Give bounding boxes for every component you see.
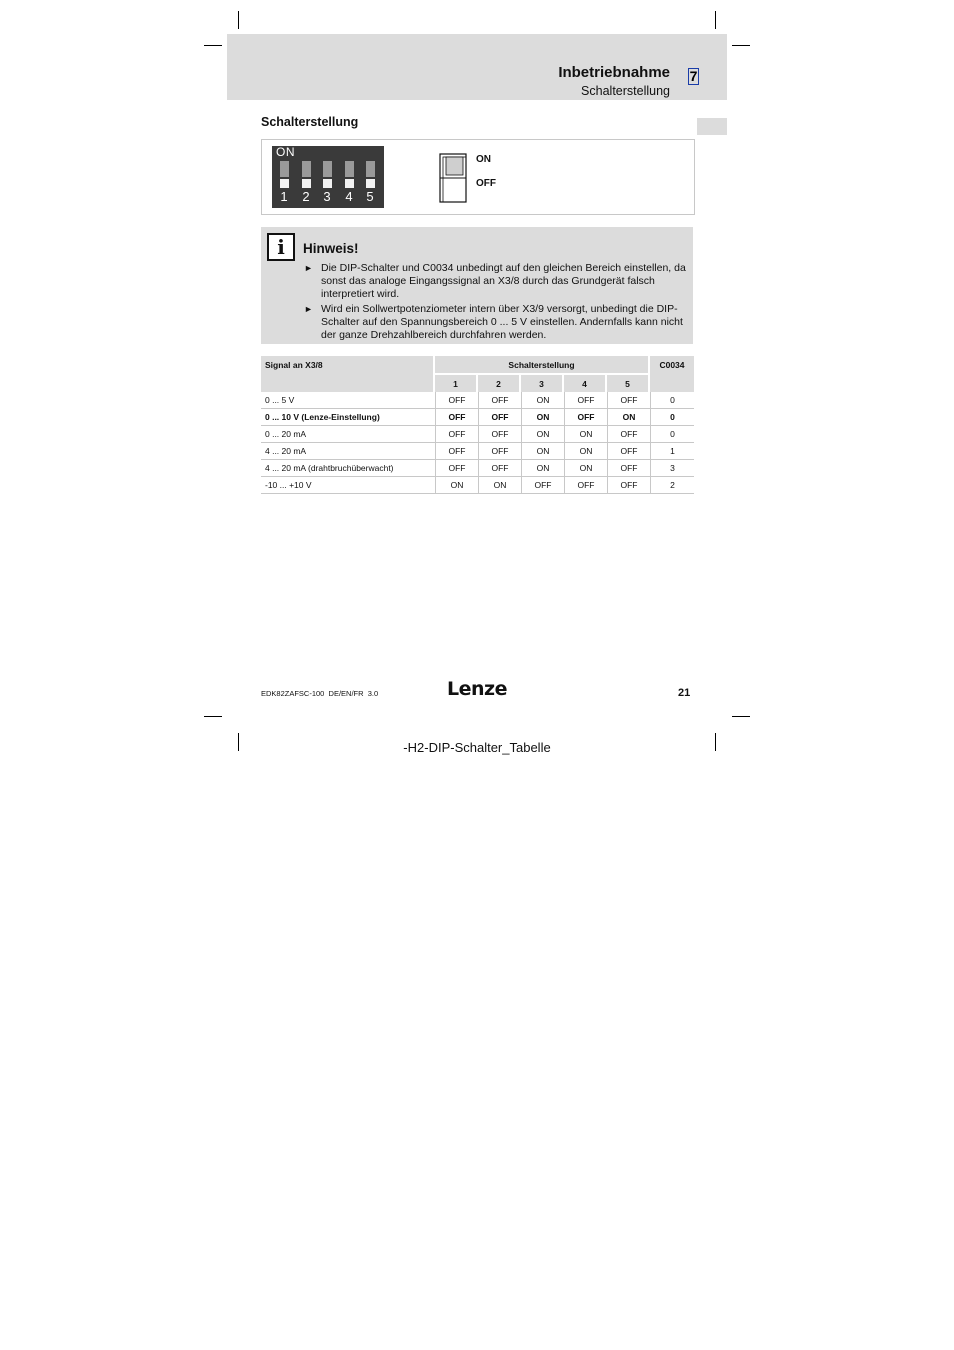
dip-number: 3 [323,189,331,204]
table-row [261,443,694,460]
signal-cell: 0 ... 5 V [261,392,435,409]
page-number: 21 [678,687,691,699]
dip-number: 4 [345,189,353,204]
switch-legend-icon [436,152,470,206]
section-title: Schalterstellung [261,115,359,129]
switch-state-cell: OFF [435,443,478,460]
signal-cell: 4 ... 20 mA [261,443,435,460]
dip-switch-2 [302,161,311,188]
crop-mark [204,716,222,717]
col-header-switch: Schalterstellung [435,356,650,375]
switch-state-cell: OFF [478,426,521,443]
footer-doc-id: EDK82ZAFSC-100 DE/EN/FR 3.0 [261,689,379,698]
switch-state-cell: ON [607,409,650,426]
switch-state-cell: OFF [478,443,521,460]
col-header-code: C0034 [650,356,694,392]
switch-state-cell: OFF [607,460,650,477]
code-cell: 2 [650,477,694,494]
table-row [261,426,694,443]
table-row [261,460,694,477]
switch-state-cell: OFF [564,392,607,409]
note-title: Hinweis! [303,241,359,256]
code-cell: 0 [650,426,694,443]
signal-cell: 4 ... 20 mA (drahtbruchüberwacht) [261,460,435,477]
table-row [261,409,694,426]
dip-switch-3 [323,161,332,188]
table-row [261,477,694,494]
col-header-switch-number: 1 [435,375,478,392]
switch-state-cell: OFF [435,460,478,477]
crop-mark [204,45,222,46]
chapter-subtitle: Schalterstellung [581,84,670,98]
info-icon: i [267,233,295,261]
bullet-arrow-icon: ► [304,263,313,273]
chapter-title: Inbetriebnahme [558,64,670,81]
bullet-arrow-icon: ► [304,304,313,314]
switch-state-cell: OFF [607,392,650,409]
switch-state-cell: ON [435,477,478,494]
code-cell: 3 [650,460,694,477]
switch-state-cell: ON [521,392,564,409]
code-cell: 1 [650,443,694,460]
signal-cell: 0 ... 10 V (Lenze-Einstellung) [261,409,435,426]
switch-state-cell: OFF [435,409,478,426]
switch-state-cell: OFF [478,392,521,409]
dip-switch-5 [366,161,375,188]
dip-switch-1 [280,161,289,188]
code-cell: 0 [650,409,694,426]
switch-state-cell: ON [521,409,564,426]
crop-mark [715,11,716,29]
note-item: Wird ein Sollwertpotenziometer intern über X3/9 versorgt, unbedingt die DIP-Schalter auf den Spannungsbereich 0 ... 5 V einstellen. Andernfalls kann nicht der ganze Drehzahlbereich durchfahren werden. [321,303,683,341]
tab-marker [697,118,727,135]
switch-table [261,356,694,494]
dip-number: 5 [366,189,374,204]
dip-number: 2 [302,189,310,204]
code-cell: 0 [650,392,694,409]
switch-state-cell: OFF [607,443,650,460]
switch-state-cell: OFF [478,460,521,477]
switch-state-cell: ON [521,426,564,443]
legend-on-label: ON [476,154,491,165]
switch-state-cell: ON [521,460,564,477]
table-row [261,392,694,409]
switch-state-cell: OFF [478,409,521,426]
switch-state-cell: ON [521,443,564,460]
switch-state-cell: ON [478,477,521,494]
switch-state-cell: ON [564,460,607,477]
image-caption: -H2-DIP-Schalter_Tabelle [403,740,551,755]
switch-state-cell: ON [564,443,607,460]
switch-state-cell: ON [564,426,607,443]
col-header-signal: Signal an X3/8 [261,356,435,392]
chapter-number: 7 [689,68,698,84]
col-header-switch-number: 3 [521,375,564,392]
signal-cell: -10 ... +10 V [261,477,435,494]
crop-mark [732,45,750,46]
crop-mark [732,716,750,717]
lenze-logo: Lenze [447,678,507,700]
switch-state-cell: OFF [435,392,478,409]
legend-off-label: OFF [476,178,496,189]
signal-cell: 0 ... 20 mA [261,426,435,443]
crop-mark [238,11,239,29]
switch-state-cell: OFF [435,426,478,443]
col-header-switch-number: 4 [564,375,607,392]
switch-state-cell: OFF [521,477,564,494]
col-header-switch-number: 5 [607,375,650,392]
dip-switch-4 [345,161,354,188]
dip-switch-block [272,146,384,208]
switch-state-cell: OFF [564,477,607,494]
dip-on-label: ON [276,145,295,159]
note-item: Die DIP-Schalter und C0034 unbedingt auf den gleichen Bereich einstellen, da sonst das analoge Eingangssignal an X3/8 durch das Grundgerät falsch interpretiert wird. [321,262,686,300]
switch-state-cell: OFF [607,426,650,443]
dip-number: 1 [280,189,288,204]
switch-state-cell: OFF [564,409,607,426]
switch-state-cell: OFF [607,477,650,494]
col-header-switch-number: 2 [478,375,521,392]
